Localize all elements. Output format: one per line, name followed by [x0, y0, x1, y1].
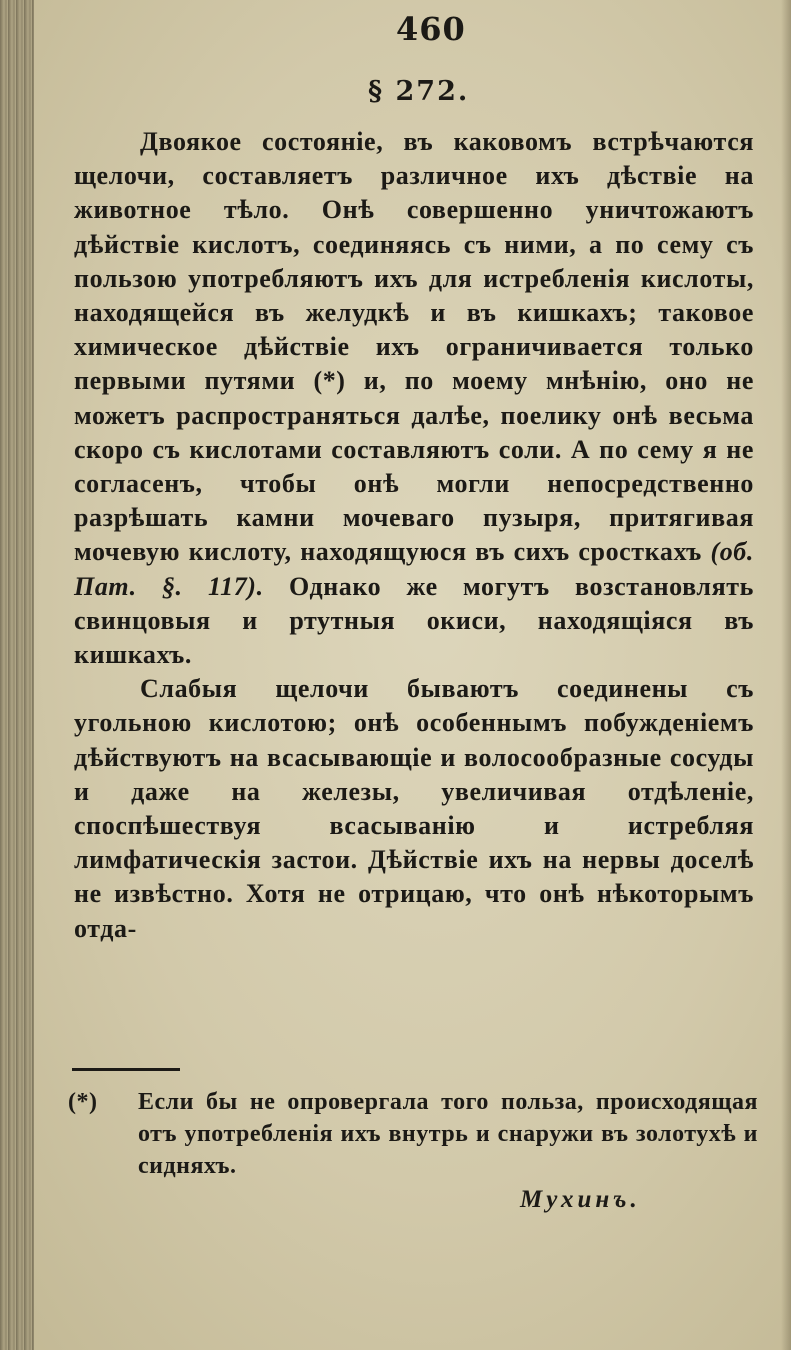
- pathology-reference: (об. Пат. §. 117).: [74, 537, 754, 601]
- page-edge-shadow: [781, 0, 791, 1350]
- footnote-signature: Мухинъ.: [520, 1186, 641, 1213]
- page-number: 460: [396, 10, 466, 48]
- paragraph-1: [74, 125, 754, 672]
- paragraph-2: [74, 672, 754, 946]
- footnote-body: [68, 1086, 758, 1182]
- section-heading: § 272.: [368, 76, 470, 107]
- paragraph-2-text: Слабыя щелочи бываютъ соединены съ угольною кислотою; онѣ особеннымъ побужденіемъ дѣйствуютъ на всасывающіе и волосообразные сосуды и даже на железы, увеличивая отдѣленіе, споспѣшествуя всасыванію и истребляя лимфатическія застои. Дѣйствіе ихъ на нервы доселѣ не извѣстно. Хотя не отрицаю, что онѣ нѣкоторымъ отда-: [74, 674, 754, 943]
- main-text: [74, 125, 754, 946]
- footnote-text: Если бы не опровергала того польза, происходящая отъ употребленія ихъ внутрь и снаружи въ золотухѣ и сидняхъ.: [138, 1089, 758, 1179]
- footnote-rule: [72, 1068, 180, 1071]
- paragraph-1-continuation: Однако же могутъ возстановлять свинцовыя и ртутныя окиси, находящіяся въ кишкахъ.: [74, 571, 754, 670]
- paragraph-1-text: Двоякое состояніе, въ каковомъ встрѣчаются щелочи, составляетъ различное ихъ дѣствіе на животное тѣло. Онѣ совершенно уничтожаютъ дѣйствіе кислотъ, соединяясь съ ними, а по сему съ пользою употребляютъ ихъ для истребленія кислоты, находящейся въ желудкѣ и въ кишкахъ; таковое химическое дѣйствіе ихъ ограничивается только первыми путями (*) и, по моему мнѣнію, оно не можетъ распространяться далѣе, поелику онѣ весьма скоро съ кислотами составляютъ соли. А по сему я не согласенъ, чтобы онѣ могли непосредственно разрѣшать камни мочеваго пузыря, притягивая мочевую кислоту, находящуюся въ сихъ сросткахъ: [74, 127, 754, 567]
- footnote: [68, 1086, 758, 1182]
- binding-gutter: [0, 0, 34, 1350]
- footnote-marker: (*): [68, 1089, 98, 1115]
